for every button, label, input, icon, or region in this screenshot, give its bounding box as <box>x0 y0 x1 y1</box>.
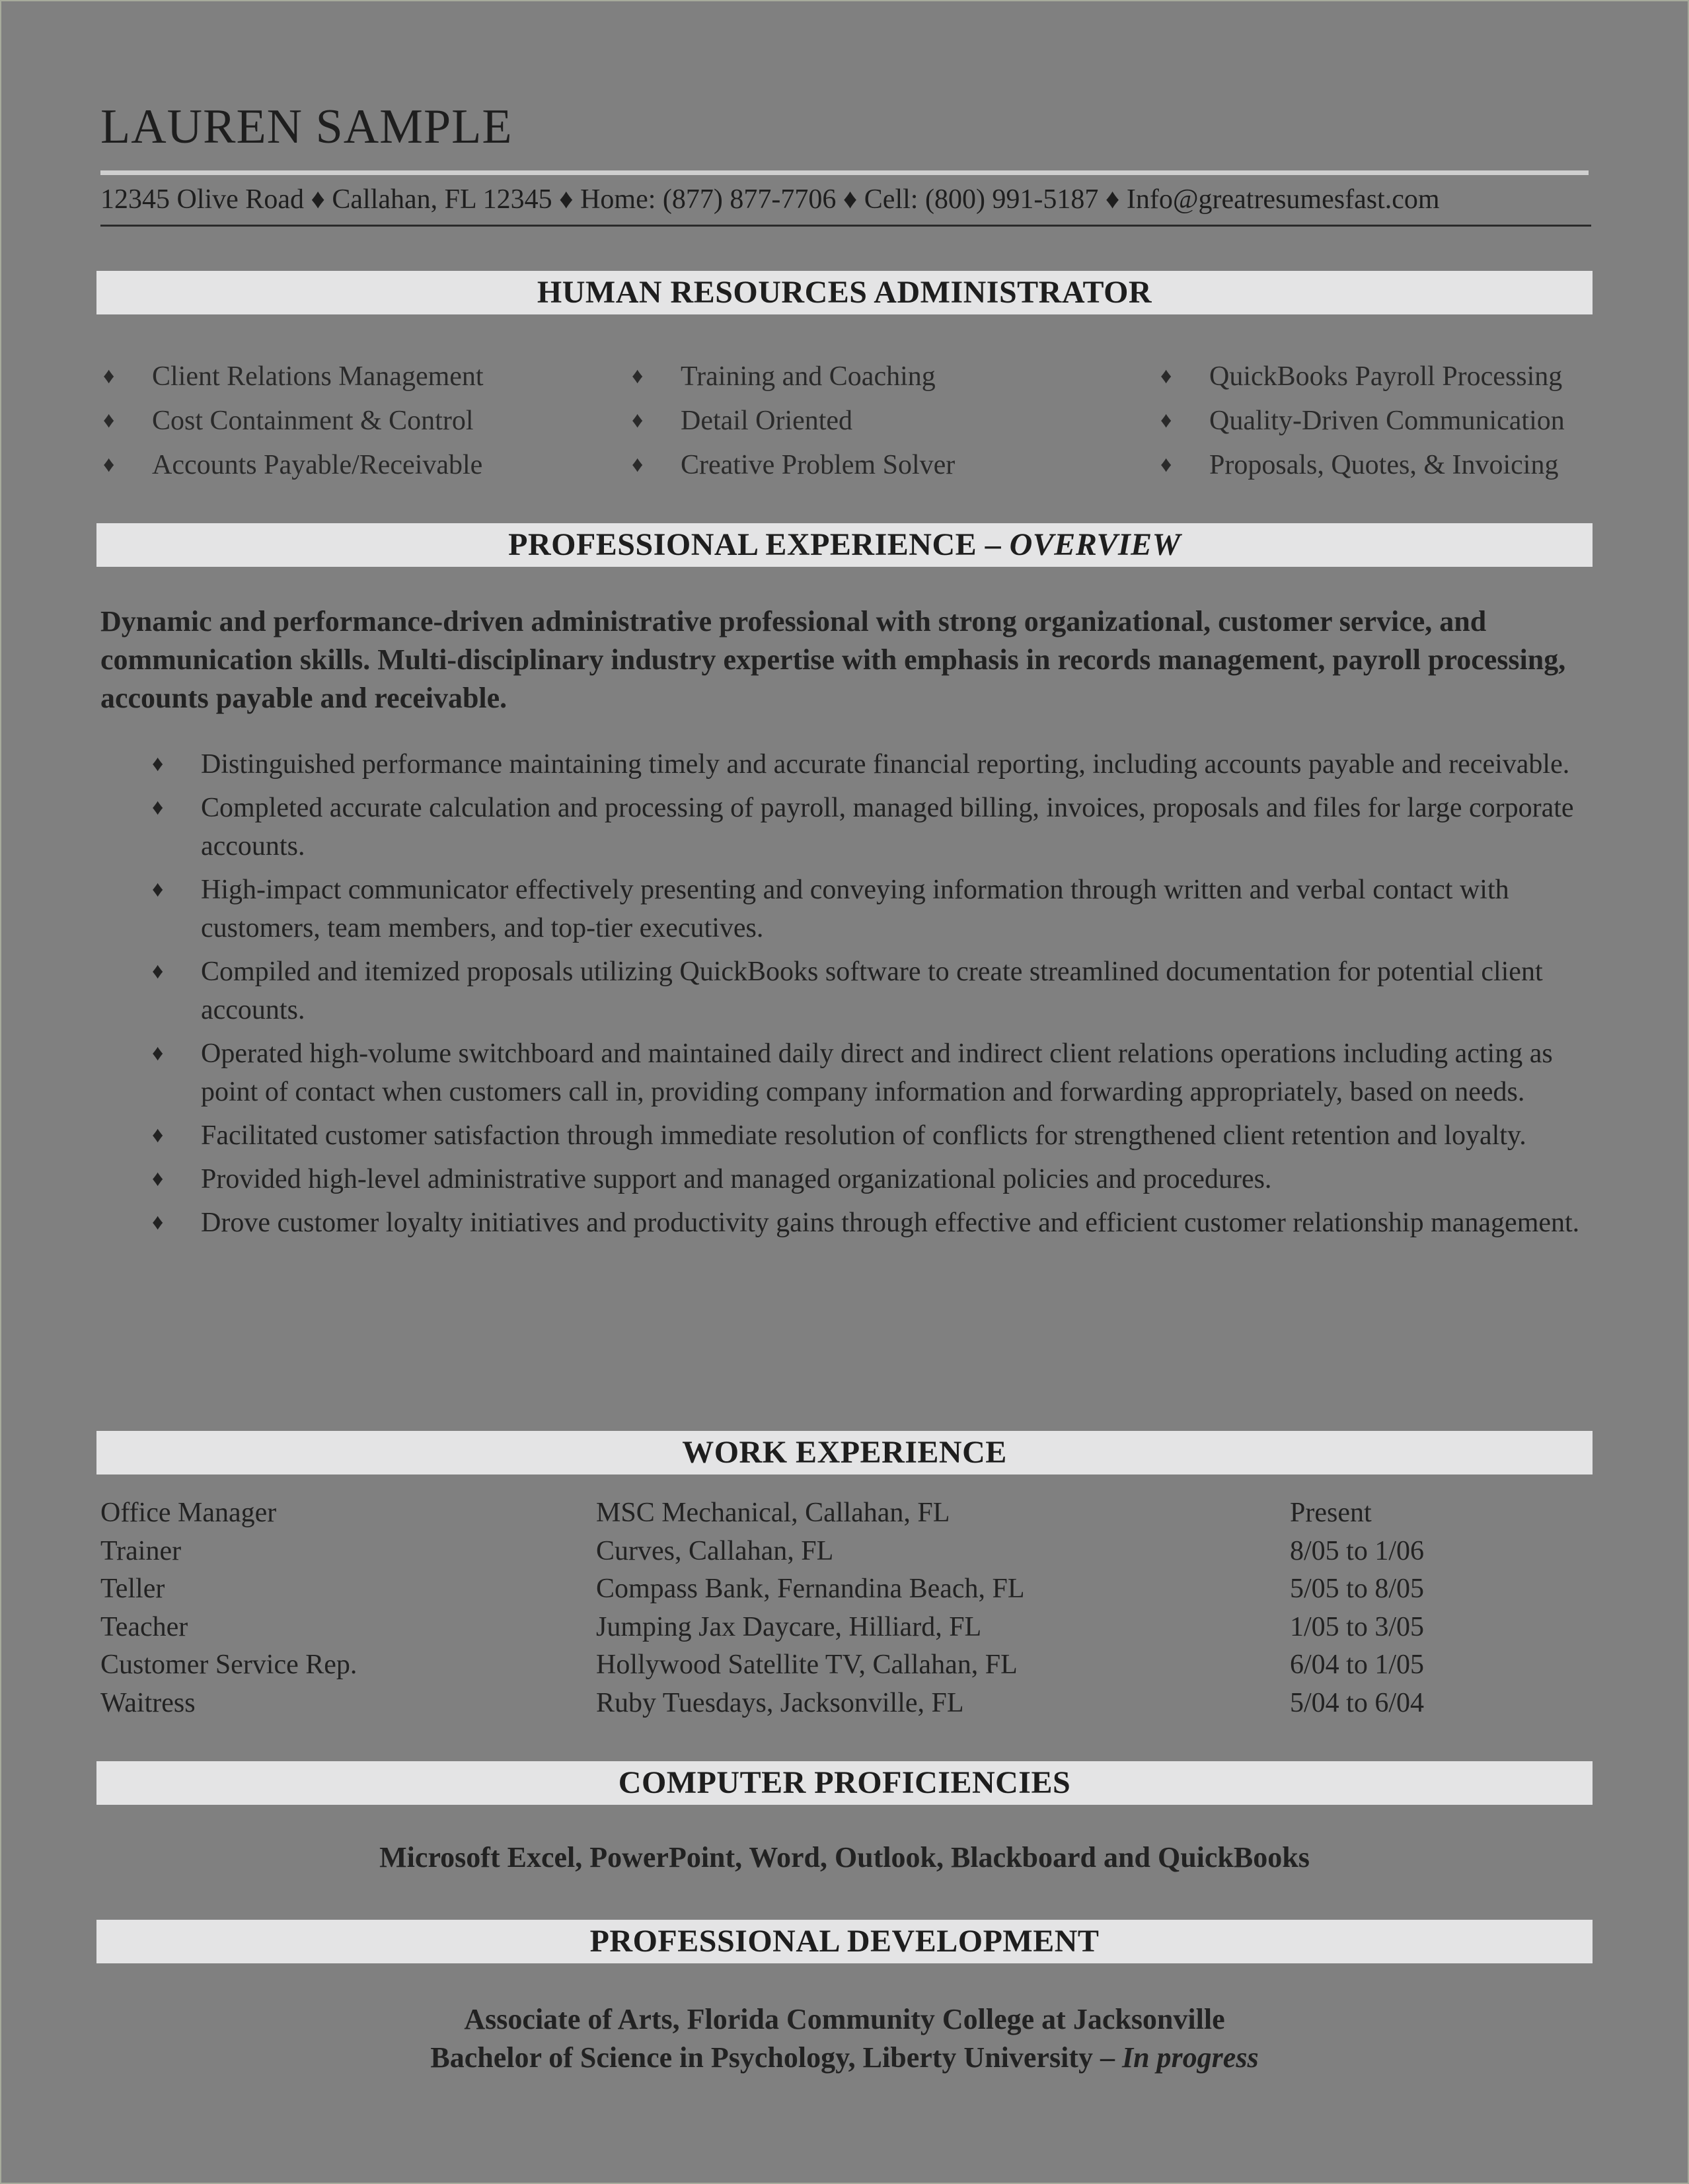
job-title: Trainer <box>100 1535 182 1566</box>
job-title: Office Manager <box>100 1498 277 1528</box>
education-line-2-text: Bachelor of Science in Psychology, Liberty University – <box>430 2041 1115 2074</box>
skill-item <box>103 401 632 440</box>
diamond-icon: ♦ <box>103 452 115 477</box>
education-line-1: Associate of Arts, Florida Community College at Jacksonville <box>464 2003 1225 2035</box>
skill-label: QuickBooks Payroll Processing <box>1209 361 1563 392</box>
skill-label: Client Relations Management <box>152 361 484 392</box>
header-rule-top <box>100 170 1589 175</box>
job-title: Teacher <box>100 1611 188 1642</box>
skill-label: Cost Containment & Control <box>152 405 474 436</box>
job-dates: Present <box>1290 1498 1372 1528</box>
job-dates: 5/04 to 6/04 <box>1290 1687 1425 1718</box>
job-company: Curves, Callahan, FL <box>596 1535 834 1566</box>
job-dates: 8/05 to 1/06 <box>1290 1535 1425 1566</box>
diamond-icon: ♦ <box>152 1210 164 1235</box>
skills-grid <box>103 357 1596 484</box>
diamond-icon: ♦ <box>152 1167 164 1191</box>
job-dates: 1/05 to 3/05 <box>1290 1611 1425 1642</box>
diamond-icon: ♦ <box>103 363 115 388</box>
skill-item <box>1160 445 1596 484</box>
skill-label: Detail Oriented <box>681 405 853 436</box>
section-development-title: PROFESSIONAL DEVELOPMENT <box>589 1924 1100 1959</box>
table-row <box>100 1646 1587 1685</box>
list-item <box>152 789 1590 865</box>
section-work-band <box>96 1431 1593 1474</box>
skill-label: Proposals, Quotes, & Invoicing <box>1209 449 1559 480</box>
section-overview-italic: OVERVIEW <box>1009 527 1181 562</box>
contact-email: Info@greatresumesfast.com <box>1126 184 1440 215</box>
skill-item <box>632 445 1160 484</box>
achievement-list <box>152 745 1590 1247</box>
skill-item <box>103 357 632 396</box>
table-row <box>100 1533 1587 1571</box>
diamond-icon: ♦ <box>1160 363 1172 388</box>
job-dates: 5/05 to 8/05 <box>1290 1574 1425 1604</box>
education-status: In progress <box>1121 2041 1259 2074</box>
list-item-text: Drove customer loyalty initiatives and productivity gains through effective and efficient customer relationship management. <box>201 1208 1580 1238</box>
skill-label: Training and Coaching <box>681 361 936 392</box>
diamond-icon: ♦ <box>559 184 574 215</box>
job-company: Jumping Jax Daycare, Hilliard, FL <box>596 1611 982 1642</box>
diamond-icon: ♦ <box>632 408 644 433</box>
diamond-icon: ♦ <box>103 408 115 433</box>
section-computer-title: COMPUTER PROFICIENCIES <box>618 1765 1071 1800</box>
skill-item <box>1160 401 1596 440</box>
diamond-icon: ♦ <box>843 184 858 215</box>
skill-label: Quality-Driven Communication <box>1209 405 1565 436</box>
contact-home-phone: Home: (877) 877-7706 <box>580 184 837 215</box>
diamond-icon: ♦ <box>1160 408 1172 433</box>
diamond-icon: ♦ <box>1105 184 1120 215</box>
header-rule-bottom <box>100 225 1591 227</box>
list-item <box>152 1204 1590 1242</box>
work-history-table <box>100 1494 1587 1722</box>
list-item <box>152 1035 1590 1111</box>
section-computer-band <box>96 1761 1593 1805</box>
job-company: Ruby Tuesdays, Jacksonville, FL <box>596 1687 964 1718</box>
contact-city: Callahan, FL 12345 <box>332 184 552 215</box>
job-dates: 6/04 to 1/05 <box>1290 1650 1425 1680</box>
diamond-icon: ♦ <box>152 1123 164 1147</box>
list-item-text: High-impact communicator effectively presenting and conveying information through written and verbal contact with customers, team members, and top-tier executives. <box>201 875 1509 943</box>
section-overview-title: PROFESSIONAL EXPERIENCE – <box>508 527 1002 562</box>
contact-cell-phone: Cell: (800) 991-5187 <box>864 184 1099 215</box>
list-item <box>152 871 1590 947</box>
diamond-icon: ♦ <box>152 795 164 820</box>
section-title-band <box>96 271 1593 314</box>
list-item-text: Facilitated customer satisfaction through immediate resolution of conflicts for strengthened client retention and loyalty. <box>201 1120 1526 1151</box>
contact-line <box>100 184 1591 215</box>
list-item <box>152 1160 1590 1198</box>
diamond-icon: ♦ <box>1160 452 1172 477</box>
skill-item <box>103 445 632 484</box>
section-development-band <box>96 1920 1593 1963</box>
skill-item <box>632 357 1160 396</box>
list-item-text: Distinguished performance maintaining timely and accurate financial reporting, including accounts payable and receivable. <box>201 749 1570 780</box>
table-row <box>100 1494 1587 1533</box>
skill-label: Accounts Payable/Receivable <box>152 449 483 480</box>
section-work-title: WORK EXPERIENCE <box>682 1435 1007 1470</box>
education-block <box>96 2000 1593 2077</box>
education-line-2 <box>96 2039 1593 2077</box>
list-item-text: Operated high-volume switchboard and maintained daily direct and indirect client relations operations including acting as point of contact when customers call in, providing company information and forwarding appropriately, based on needs. <box>201 1038 1553 1107</box>
job-company: Hollywood Satellite TV, Callahan, FL <box>596 1650 1018 1680</box>
candidate-name: LAUREN SAMPLE <box>100 100 513 154</box>
summary-paragraph: Dynamic and performance-driven administrative professional with strong organizational, customer service, and communication skills. Multi-disciplinary industry expertise with emphasis in records management, payroll processing, accounts payable and receivable. <box>100 605 1566 714</box>
table-row <box>100 1609 1587 1647</box>
diamond-icon: ♦ <box>152 752 164 776</box>
list-item <box>152 953 1590 1029</box>
list-item <box>152 745 1590 783</box>
job-title: Waitress <box>100 1687 196 1718</box>
list-item <box>152 1116 1590 1155</box>
section-title: HUMAN RESOURCES ADMINISTRATOR <box>537 275 1152 310</box>
job-company: Compass Bank, Fernandina Beach, FL <box>596 1574 1025 1604</box>
list-item-text: Completed accurate calculation and processing of payroll, managed billing, invoices, proposals and files for large corporate accounts. <box>201 793 1574 861</box>
diamond-icon: ♦ <box>632 452 644 477</box>
job-title: Customer Service Rep. <box>100 1650 357 1680</box>
diamond-icon: ♦ <box>152 877 164 902</box>
table-row <box>100 1570 1587 1609</box>
job-title: Teller <box>100 1574 165 1604</box>
skill-item <box>632 401 1160 440</box>
diamond-icon: ♦ <box>311 184 325 215</box>
table-row <box>100 1685 1587 1723</box>
job-company: MSC Mechanical, Callahan, FL <box>596 1498 950 1528</box>
skill-label: Creative Problem Solver <box>681 449 956 480</box>
contact-address: 12345 Olive Road <box>100 184 304 215</box>
list-item-text: Provided high-level administrative support and managed organizational policies and procedures. <box>201 1164 1272 1194</box>
proficiencies-text: Microsoft Excel, PowerPoint, Word, Outlook, Blackboard and QuickBooks <box>379 1841 1310 1874</box>
diamond-icon: ♦ <box>152 1041 164 1066</box>
list-item-text: Compiled and itemized proposals utilizing QuickBooks software to create streamlined documentation for potential client accounts. <box>201 957 1543 1025</box>
diamond-icon: ♦ <box>152 959 164 984</box>
skill-item <box>1160 357 1596 396</box>
section-overview-band <box>96 523 1593 567</box>
diamond-icon: ♦ <box>632 363 644 388</box>
